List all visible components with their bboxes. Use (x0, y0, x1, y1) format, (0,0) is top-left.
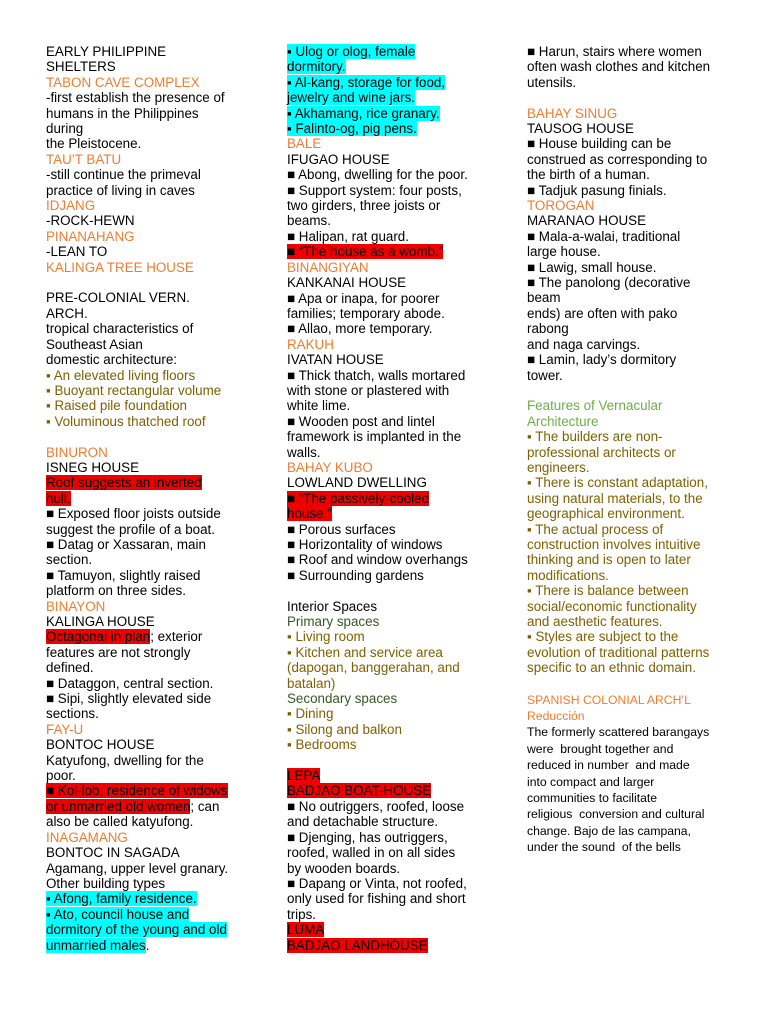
bullet-item: professional architects or (527, 444, 676, 460)
text-line: poor. (46, 768, 76, 784)
text-line: construed as corresponding to (527, 151, 708, 167)
text-line: ■ Sipi, slightly elevated side (46, 691, 212, 707)
bullet-item: ▪ Buoyant rectangular volume (46, 382, 222, 398)
text-line: ■ Allao, more temporary. (287, 321, 433, 337)
highlighted-text: ■ Kol-lob, residence of widows (46, 783, 228, 799)
text-line: Agamang, upper level granary. (46, 860, 229, 876)
subheading-tausog-house: TAUSOG HOUSE (527, 121, 634, 137)
text-line: roofed, walled in on all sides (287, 845, 456, 861)
highlighted-text: hull. (46, 490, 71, 506)
text-line: -ROCK-HEWN (46, 213, 135, 229)
text-line: change. Bajo de las campana, (527, 823, 691, 838)
subheading-isneg-house: ISNEG HOUSE (46, 459, 140, 475)
text-line: ■ Lamin, lady’s dormitory (527, 352, 677, 368)
heading-interior-spaces: Interior Spaces (287, 598, 378, 614)
heading-pre-colonial-cont: ARCH. (46, 305, 88, 321)
text-line: only used for fishing and short (287, 891, 466, 907)
heading-binuron: BINURON (46, 444, 108, 460)
text-line: reduced in number and made (527, 758, 690, 773)
text-line: ■ Thick thatch, walls mortared (287, 367, 466, 383)
bullet-item: ▪ Kitchen and service area (287, 644, 443, 660)
highlighted-heading-luma: LUMA (287, 922, 325, 938)
text-line: ■ Surrounding gardens (287, 567, 424, 583)
text-line: ■ Wooden post and lintel (287, 413, 435, 429)
subheading-ivatan-house: IVATAN HOUSE (287, 352, 384, 368)
highlighted-text: ▪ Afong, family residence. (46, 891, 197, 907)
highlighted-text: or unmarried old women (46, 798, 191, 814)
text-line: ■ Mala-a-walai, traditional (527, 228, 681, 244)
bullet-item: ▪ Raised pile foundation (46, 398, 187, 414)
text-line: ■ Dataggon, central section. (46, 675, 214, 691)
text-line: under the sound of the bells (527, 840, 681, 855)
bullet-item: construction involves intuitive (527, 536, 701, 552)
text-line: were brought together and (527, 741, 674, 756)
text-line: sections. (46, 706, 99, 722)
text-line: humans in the Philippines (46, 105, 199, 121)
heading-binangiyan: BINANGIYAN (287, 259, 369, 275)
text-fragment: . (145, 937, 150, 953)
text-line: and detachable structure. (287, 814, 439, 830)
bullet-item: using natural materials, to the (527, 490, 703, 506)
text-line: with stone or plastered with (287, 382, 450, 398)
text-line: ■ No outriggers, roofed, loose (287, 798, 465, 814)
text-line: ■ Halipan, rat guard. (287, 228, 409, 244)
text-line: ■ Exposed floor joists outside (46, 506, 221, 522)
highlighted-subheading-badjao-boat-house: BADJAO BOAT-HOUSE (287, 783, 432, 799)
bullet-item: evolution of traditional patterns (527, 644, 710, 660)
text-line: into compact and larger (527, 774, 655, 789)
subheading-kankanai-house: KANKANAI HOUSE (287, 275, 407, 291)
text-line: ■ Tamuyon, slightly raised (46, 567, 201, 583)
heading-pinanahang: PINANAHANG (46, 228, 135, 244)
text-line: ■ The panolong (decorative (527, 275, 691, 291)
highlighted-text: ▪ Falinto-og, pig pens. (287, 121, 417, 137)
bullet-item: and aesthetic features. (527, 614, 663, 629)
heading-tabon-cave: TABON CAVE COMPLEX (46, 74, 200, 90)
bullet-item: ▪ Bedrooms (287, 737, 357, 753)
heading-early-philippine-shelters: EARLY PHILIPPINE (46, 44, 167, 59)
highlighted-text: Octagonal in plan (46, 629, 151, 645)
text-line: ■ Abong, dwelling for the poor. (287, 167, 468, 183)
bullet-item: modifications. (527, 567, 609, 583)
bullet-item: ▪ There is constant adaptation, (527, 475, 708, 491)
bullet-item: specific to an ethnic domain. (527, 660, 696, 676)
bullet-item: social/economic functionality (527, 598, 697, 614)
text-line: and naga carvings. (527, 336, 641, 352)
column-3 (527, 44, 727, 856)
bullet-item: (dapogan, banggerahan, and (287, 660, 460, 676)
bullet-item: ▪ An elevated living floors (46, 367, 196, 383)
text-line: the birth of a human. (527, 167, 650, 183)
text-line: large house. (527, 244, 601, 260)
heading-features-vernacular-cont: Architecture (527, 413, 599, 429)
text-fragment: ; can (190, 798, 220, 814)
column-2 (287, 44, 487, 953)
bullet-item: geographical environment. (527, 506, 685, 522)
bullet-item: batalan) (287, 675, 336, 691)
text-line: ■ Harun, stairs where women (527, 44, 702, 59)
text-line: ■ Tadjuk pasung finials. (527, 182, 667, 198)
heading-fay-u: FAY-U (46, 721, 84, 737)
heading-secondary-spaces: Secondary spaces (287, 691, 398, 707)
text-line: -LEAN TO (46, 244, 108, 260)
bullet-item: thinking and is open to later (527, 552, 691, 568)
heading-bale: BALE (287, 136, 322, 152)
heading-torogan: TOROGAN (527, 198, 595, 214)
bullet-item: ▪ Silong and balkon (287, 721, 402, 737)
highlighted-text: dormitory. (287, 59, 346, 75)
text-line: tropical characteristics of (46, 321, 194, 337)
subheading-bontoc-in-sagada: BONTOC IN SAGADA (46, 845, 180, 861)
subheading-kalinga-house: KALINGA HOUSE (46, 614, 155, 629)
highlighted-text: dormitory of the young and old (46, 922, 227, 938)
bullet-item: ▪ The builders are non- (527, 429, 663, 445)
highlighted-text: ■ “The house as a womb.” (287, 244, 444, 260)
subheading-maranao-house: MARANAO HOUSE (527, 213, 647, 229)
text-line: ■ Lawig, small house. (527, 259, 657, 275)
text-line: white lime. (287, 398, 351, 414)
text-line: framework is implanted in the (287, 429, 462, 445)
text-line: by wooden boards. (287, 860, 401, 876)
text-line: platform on three sides. (46, 583, 186, 599)
text-line: rabong (527, 321, 569, 337)
highlighted-text: ■ “The passively-cooled (287, 490, 430, 506)
highlighted-subheading-badjao-landhouse: BADJAO LANDHOUSE (287, 937, 428, 953)
heading-pre-colonial: PRE-COLONIAL VERN. (46, 290, 190, 306)
highlighted-text: Roof suggests an inverted (46, 475, 202, 491)
text-line: Katyufong, dwelling for the (46, 752, 204, 768)
highlighted-text: ▪ Ulog or olog, female (287, 44, 416, 59)
text-line: during (46, 121, 84, 137)
highlighted-text: jewelry and wine jars. (287, 90, 416, 106)
highlighted-text: house.” (287, 506, 332, 522)
text-line: the Pleistocene. (46, 136, 142, 152)
text-line: religious conversion and cultural (527, 807, 705, 822)
subheading-ifugao-house: IFUGAO HOUSE (287, 151, 390, 167)
text-line: defined. (46, 660, 94, 676)
text-line: ■ Djenging, has outriggers, (287, 829, 448, 845)
text-line: ends) are often with pako (527, 305, 678, 321)
text-line: ■ Datag or Xassaran, main (46, 536, 206, 552)
text-line: ■ Support system: four posts, (287, 182, 462, 198)
text-line: ■ Apa or inapa, for poorer (287, 290, 440, 306)
bullet-item: ▪ There is balance between (527, 583, 689, 599)
heading-spanish-colonial: SPANISH COLONIAL ARCH’L (527, 692, 691, 707)
subheading-bontoc-house: BONTOC HOUSE (46, 737, 155, 753)
bullet-item: ▪ Styles are subject to the (527, 629, 679, 645)
heading-features-vernacular: Features of Vernacular (527, 398, 663, 414)
text-line: two girders, three joists or (287, 198, 441, 214)
heading-kalinga-tree-house: KALINGA TREE HOUSE (46, 259, 194, 275)
column-1 (46, 44, 246, 953)
bullet-item: engineers. (527, 459, 590, 475)
text-line: tower. (527, 367, 563, 383)
highlighted-text: unmarried males (46, 937, 146, 953)
heading-binayon: BINAYON (46, 598, 106, 614)
text-line: often wash clothes and kitchen (527, 59, 711, 75)
text-line: trips. (287, 906, 317, 922)
heading-reduccion: Reducción (527, 709, 585, 724)
text-line: suggest the profile of a boat. (46, 521, 215, 537)
heading-rakuh: RAKUH (287, 336, 334, 352)
highlighted-heading-lepa: LEPA (287, 768, 321, 784)
heading-inagamang: INAGAMANG (46, 829, 128, 845)
text-line: walls. (287, 444, 321, 460)
text-line: utensils. (527, 74, 577, 90)
text-line: section. (46, 552, 93, 568)
subheading-lowland-dwelling: LOWLAND DWELLING (287, 475, 427, 491)
text-line: ■ Dapang or Vinta, not roofed, (287, 875, 467, 891)
text-line: practice of living in caves (46, 182, 195, 198)
heading-primary-spaces: Primary spaces (287, 614, 380, 630)
text-line: ■ House building can be (527, 136, 672, 152)
text-line: Other building types (46, 875, 166, 891)
text-line: families; temporary abode. (287, 305, 445, 321)
bullet-item: ▪ The actual process of (527, 521, 664, 537)
text-line: beam (527, 290, 561, 306)
text-line: features are not strongly (46, 644, 191, 660)
heading-idjang: IDJANG (46, 198, 96, 214)
text-line: domestic architecture: (46, 352, 177, 368)
text-line: ■ Horizontality of windows (287, 537, 443, 552)
text-line: -first establish the presence of (46, 90, 225, 106)
highlighted-text: ▪ Ato, council house and (46, 906, 190, 922)
heading-early-philippine-shelters-cont: SHELTERS (46, 59, 116, 75)
heading-bahay-sinug: BAHAY SINUG (527, 105, 618, 121)
text-line: The formerly scattered barangays (527, 725, 710, 740)
text-fragment: ; exterior (150, 629, 203, 645)
heading-taut-batu: TAU’T BATU (46, 151, 122, 167)
bullet-item: ▪ Voluminous thatched roof (46, 413, 206, 429)
bullet-item: ▪ Living room (287, 629, 365, 645)
text-line: beams. (287, 213, 331, 229)
highlighted-text: ▪ Akhamang, rice granary. (287, 105, 440, 121)
bullet-item: ▪ Dining (287, 706, 334, 722)
text-line: communities to facilitate (527, 791, 658, 806)
text-line: also be called katyufong. (46, 814, 194, 830)
heading-bahay-kubo: BAHAY KUBO (287, 459, 373, 475)
text-line: ■ Roof and window overhangs (287, 552, 468, 568)
text-line: -still continue the primeval (46, 167, 201, 183)
text-line: Southeast Asian (46, 336, 143, 352)
text-line: ■ Porous surfaces (287, 521, 396, 537)
highlighted-text: ▪ Al-kang, storage for food, (287, 74, 446, 90)
